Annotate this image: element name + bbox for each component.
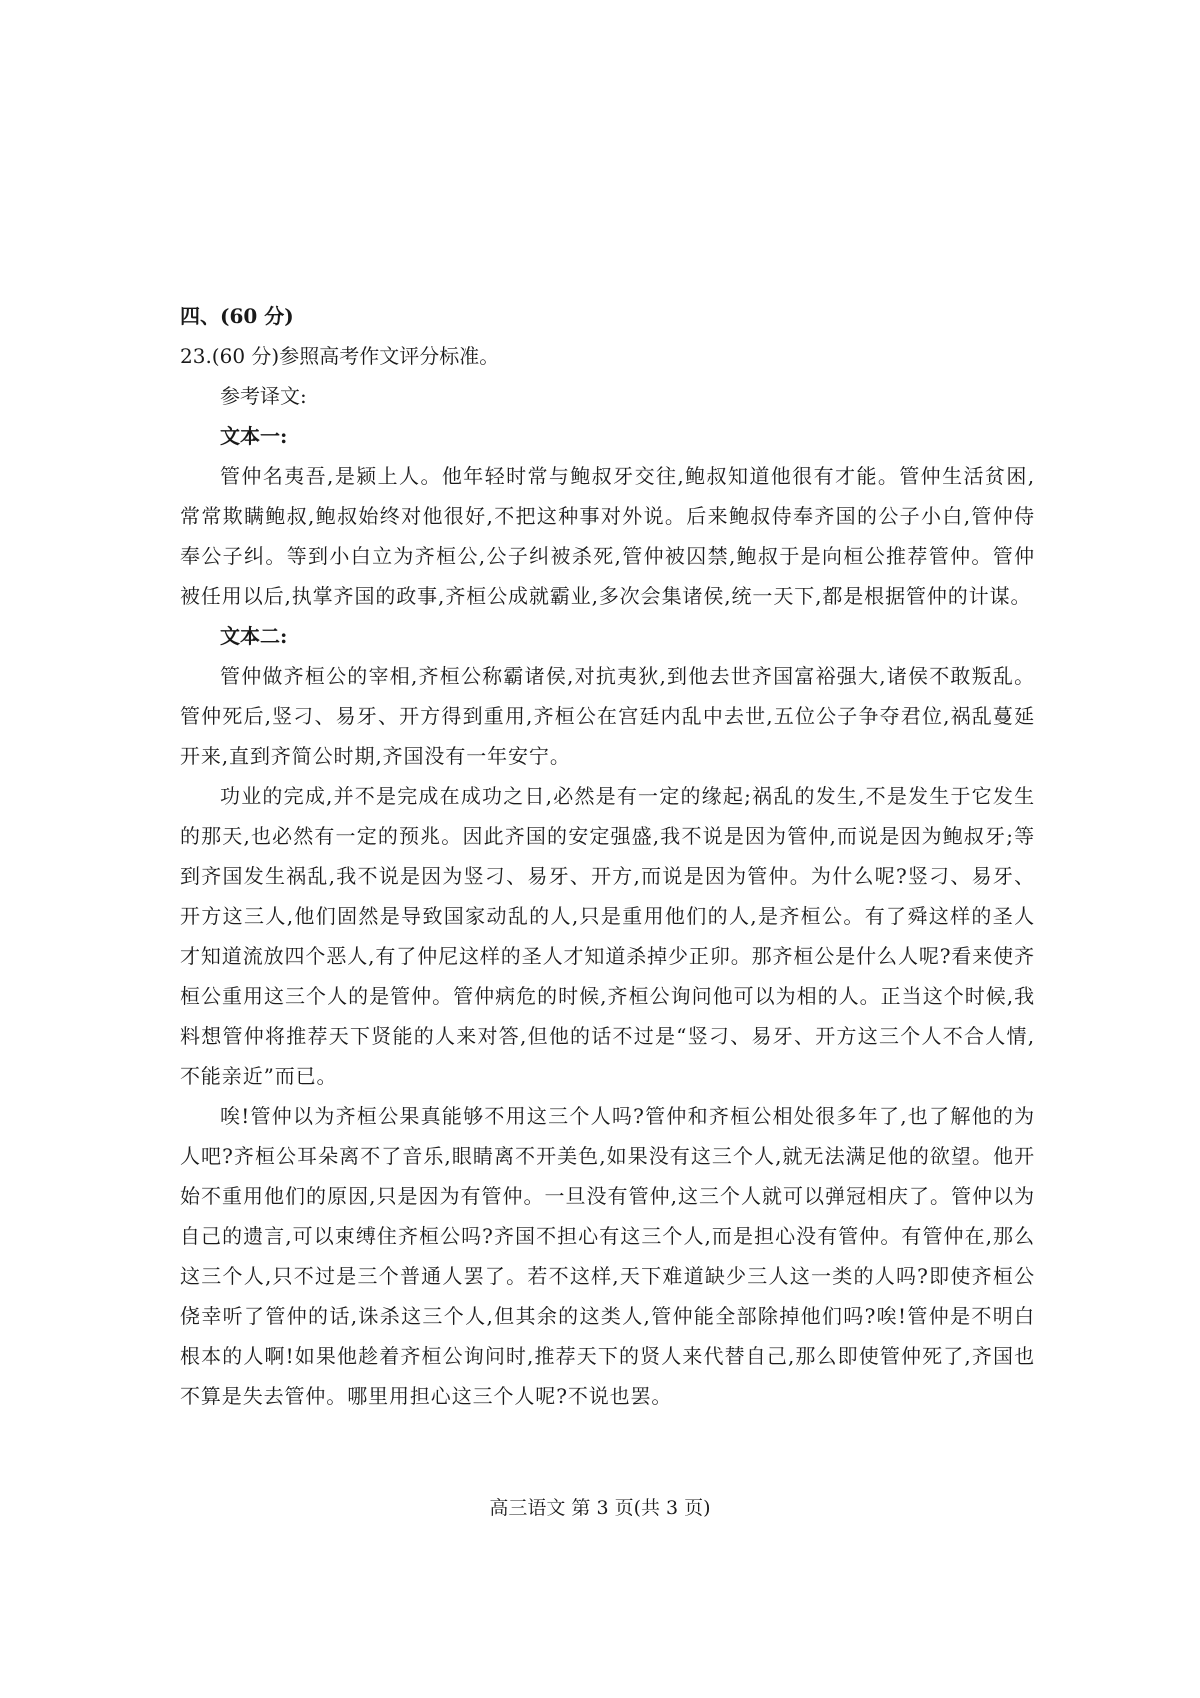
text2-paragraph: 管仲做齐桓公的宰相,齐桓公称霸诸侯,对抗夷狄,到他去世齐国富裕强大,诸侯不敢叛乱。管仲死后,竖刁、易牙、开方得到重用,齐桓公在宫廷内乱中去世,五位公子争夺君位,祸乱蔓延开来,直到齐简公时期,齐国没有一年安宁。 xyxy=(180,664,1035,768)
section-heading: 四、(60 分) xyxy=(180,304,294,328)
text2-label: 文本二: xyxy=(220,624,288,648)
text2-paragraph: 唉!管仲以为齐桓公果真能够不用这三个人吗?管仲和齐桓公相处很多年了,也了解他的为人吧?齐桓公耳朵离不了音乐,眼睛离不开美色,如果没有这三个人,就无法满足他的欲望。他开始不重用他们的原因,只是因为有管仲。一旦没有管仲,这三个人就可以弹冠相庆了。管仲以为自己的遗言,可以束缚住齐桓公吗?齐国不担心有这三个人,而是担心没有管仲。有管仲在,那么这三个人,只不过是三个普通人罢了。若不这样,天下难道缺少三人这一类的人吗?即使齐桓公侥幸听了管仲的话,诛杀这三个人,但其余的这类人,管仲能全部除掉他们吗?唉!管仲是不明白根本的人啊!如果他趁着齐桓公询问时,推荐天下的贤人来代替自己,那么即使管仲死了,齐国也不算是失去管仲。哪里用担心这三个人呢?不说也罢。 xyxy=(180,1104,1035,1408)
question-line: 23.(60 分)参照高考作文评分标准。 xyxy=(180,344,500,368)
text1-paragraph: 管仲名夷吾,是颍上人。他年轻时常与鲍叔牙交往,鲍叔知道他很有才能。管仲生活贫困,常常欺瞒鲍叔,鲍叔始终对他很好,不把这种事对外说。后来鲍叔侍奉齐国的公子小白,管仲侍奉公子纠。等到小白立为齐桓公,公子纠被杀死,管仲被囚禁,鲍叔于是向桓公推荐管仲。管仲被任用以后,执掌齐国的政事,齐桓公成就霸业,多次会集诸侯,统一天下,都是根据管仲的计谋。 xyxy=(180,464,1035,608)
text1-label: 文本一: xyxy=(220,424,288,448)
text2-paragraph: 功业的完成,并不是完成在成功之日,必然是有一定的缘起;祸乱的发生,不是发生于它发生的那天,也必然有一定的预兆。因此齐国的安定强盛,我不说是因为管仲,而说是因为鲍叔牙;等到齐国发生祸乱,我不说是因为竖刁、易牙、开方,而说是因为管仲。为什么呢?竖刁、易牙、开方这三人,他们固然是导致国家动乱的人,只是重用他们的人,是齐桓公。有了舜这样的圣人才知道流放四个恶人,有了仲尼这样的圣人才知道杀掉少正卯。那齐桓公是什么人呢?看来使齐桓公重用这三个人的是管仲。管仲病危的时候,齐桓公询问他可以为相的人。正当这个时候,我料想管仲将推荐天下贤能的人来对答,但他的话不过是“竖刁、易牙、开方这三个人不合人情,不能亲近”而已。 xyxy=(180,784,1035,1088)
translation-label: 参考译文: xyxy=(220,384,307,408)
page-footer: 高三语文 第 3 页(共 3 页) xyxy=(489,1497,711,1519)
answer-content xyxy=(180,296,1035,1416)
